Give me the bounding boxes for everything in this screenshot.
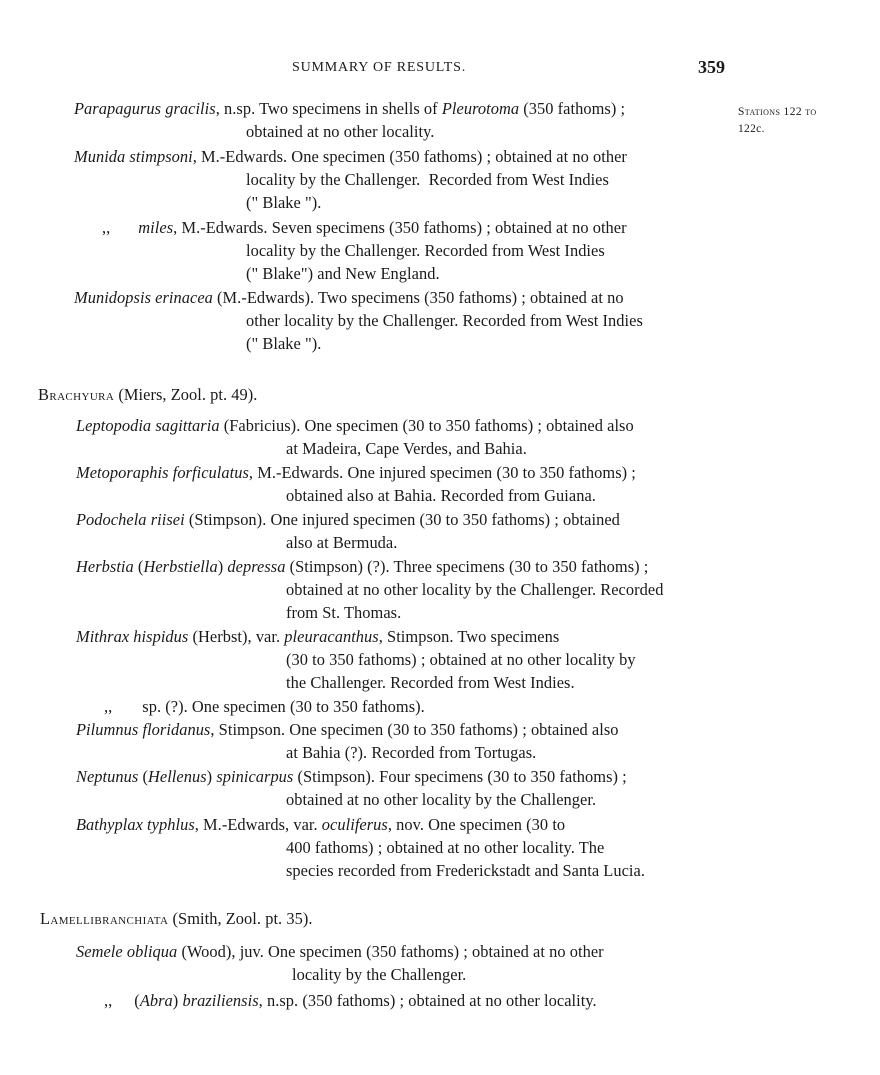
species-name: Parapagurus gracilis [74, 99, 216, 118]
ditto-mark: ,, [102, 218, 111, 237]
entry-line: from St. Thomas. [286, 603, 402, 622]
entry-neptunus: Neptunus (Hellenus) spinicarpus (Stimpson). Four specimens (30 to 350 fathoms) ; [76, 767, 627, 786]
entry-line: species recorded from Frederickstadt and Santa Lucia. [286, 861, 646, 880]
entry-line: obtained also at Bahia. Recorded from Guiana. [286, 486, 596, 505]
entry-line: 400 fathoms) ; obtained at no other locality. The [286, 838, 605, 857]
entry-line: obtained at no other locality. [246, 122, 435, 141]
species-name: depressa [227, 557, 286, 576]
ditto-mark: ,, [104, 991, 113, 1010]
entry-line: (" Blake "). [246, 193, 322, 212]
entry-parapagurus: Parapagurus gracilis, n.sp. Two specimens in shells of Pleurotoma (350 fathoms) ; [74, 99, 626, 118]
species-name: miles [138, 218, 174, 237]
sidenote-stations: Stations 122 to [738, 106, 817, 118]
species-name: spinicarpus [216, 767, 294, 786]
genus-name: Neptunus [76, 767, 139, 786]
entry-line: also at Bermuda. [286, 533, 398, 552]
entry-line: locality by the Challenger. Recorded from West Indies [246, 170, 609, 189]
entry-mithrax: Mithrax hispidus (Herbst), var. pleuracanthus, Stimpson. Two specimens [76, 627, 560, 646]
species-name: Semele obliqua [76, 942, 178, 961]
genus-name: Pleurotoma [441, 99, 520, 118]
species-name: Podochela riisei [76, 510, 185, 529]
species-name: Munidopsis erinacea [74, 288, 213, 307]
entry-semele: Semele obliqua (Wood), juv. One specimen (350 fathoms) ; obtained at no other [76, 942, 604, 961]
entry-line: (" Blake "). [246, 334, 322, 353]
species-name: Leptopodia sagittaria [76, 416, 220, 435]
page-number: 359 [698, 57, 725, 77]
entry-line: at Bahia (?). Recorded from Tortugas. [286, 743, 537, 762]
entry-line: at Madeira, Cape Verdes, and Bahia. [286, 439, 527, 458]
species-name: Metoporaphis forficulatus [76, 463, 249, 482]
entry-pilumnus: Pilumnus floridanus, Stimpson. One specimen (30 to 350 fathoms) ; obtained also [76, 720, 619, 739]
genus-name: Abra [139, 991, 173, 1010]
entry-munida-stimpsoni: Munida stimpsoni, M.-Edwards. One specimen (350 fathoms) ; obtained at no other [74, 147, 627, 166]
variety-name: pleuracanthus [284, 627, 379, 646]
entry-line: locality by the Challenger. [292, 965, 467, 984]
subgenus-name: Hellenus [147, 767, 207, 786]
species-name: Munida stimpsoni [74, 147, 193, 166]
entry-line: obtained at no other locality by the Challenger. [286, 790, 597, 809]
variety-name: oculiferus [321, 815, 388, 834]
entry-line: (" Blake") and New England. [246, 264, 440, 283]
species-name: Mithrax hispidus [76, 627, 189, 646]
entry-mithrax-sp: ,, sp. (?). One specimen (30 to 350 fathoms). [104, 697, 425, 716]
entry-herbstia: Herbstia (Herbstiella) depressa (Stimpson) (?). Three specimens (30 to 350 fathoms) ; [76, 557, 649, 576]
entry-metoporaphis: Metoporaphis forficulatus, M.-Edwards. One injured specimen (30 to 350 fathoms) ; [76, 463, 636, 482]
entry-line: obtained at no other locality by the Challenger. Recorded [286, 580, 664, 599]
entry-line: locality by the Challenger. Recorded from West Indies [246, 241, 605, 260]
entry-line: the Challenger. Recorded from West Indies. [286, 673, 575, 692]
species-name: braziliensis [182, 991, 259, 1010]
species-name: Bathyplax typhlus [76, 815, 195, 834]
ditto-mark: ,, [104, 697, 113, 716]
section-heading-lamellibranchiata: Lamellibranchiata (Smith, Zool. pt. 35). [40, 909, 313, 928]
subgenus-name: Herbstiella [143, 557, 218, 576]
entry-line: (30 to 350 fathoms) ; obtained at no other locality by [286, 650, 636, 669]
species-name: Pilumnus floridanus [76, 720, 211, 739]
entry-line: other locality by the Challenger. Recorded from West Indies [246, 311, 643, 330]
entry-bathyplax: Bathyplax typhlus, M.-Edwards, var. oculiferus, nov. One specimen (30 to [76, 815, 566, 834]
entry-podochela: Podochela riisei (Stimpson). One injured specimen (30 to 350 fathoms) ; obtained [76, 510, 620, 529]
genus-name: Herbstia [76, 557, 134, 576]
entry-munidopsis: Munidopsis erinacea (M.-Edwards). Two specimens (350 fathoms) ; obtained at no [74, 288, 624, 307]
entry-abra: ,, (Abra) braziliensis, n.sp. (350 fathoms) ; obtained at no other locality. [104, 991, 597, 1010]
running-title: SUMMARY OF RESULTS. [292, 60, 467, 75]
entry-leptopodia: Leptopodia sagittaria (Fabricius). One specimen (30 to 350 fathoms) ; obtained also [76, 416, 634, 435]
section-heading-brachyura: Brachyura (Miers, Zool. pt. 49). [38, 385, 258, 404]
sidenote-station-number: 122c. [738, 123, 765, 135]
entry-munida-miles: ,, miles, M.-Edwards. Seven specimens (350 fathoms) ; obtained at no other [102, 218, 627, 237]
